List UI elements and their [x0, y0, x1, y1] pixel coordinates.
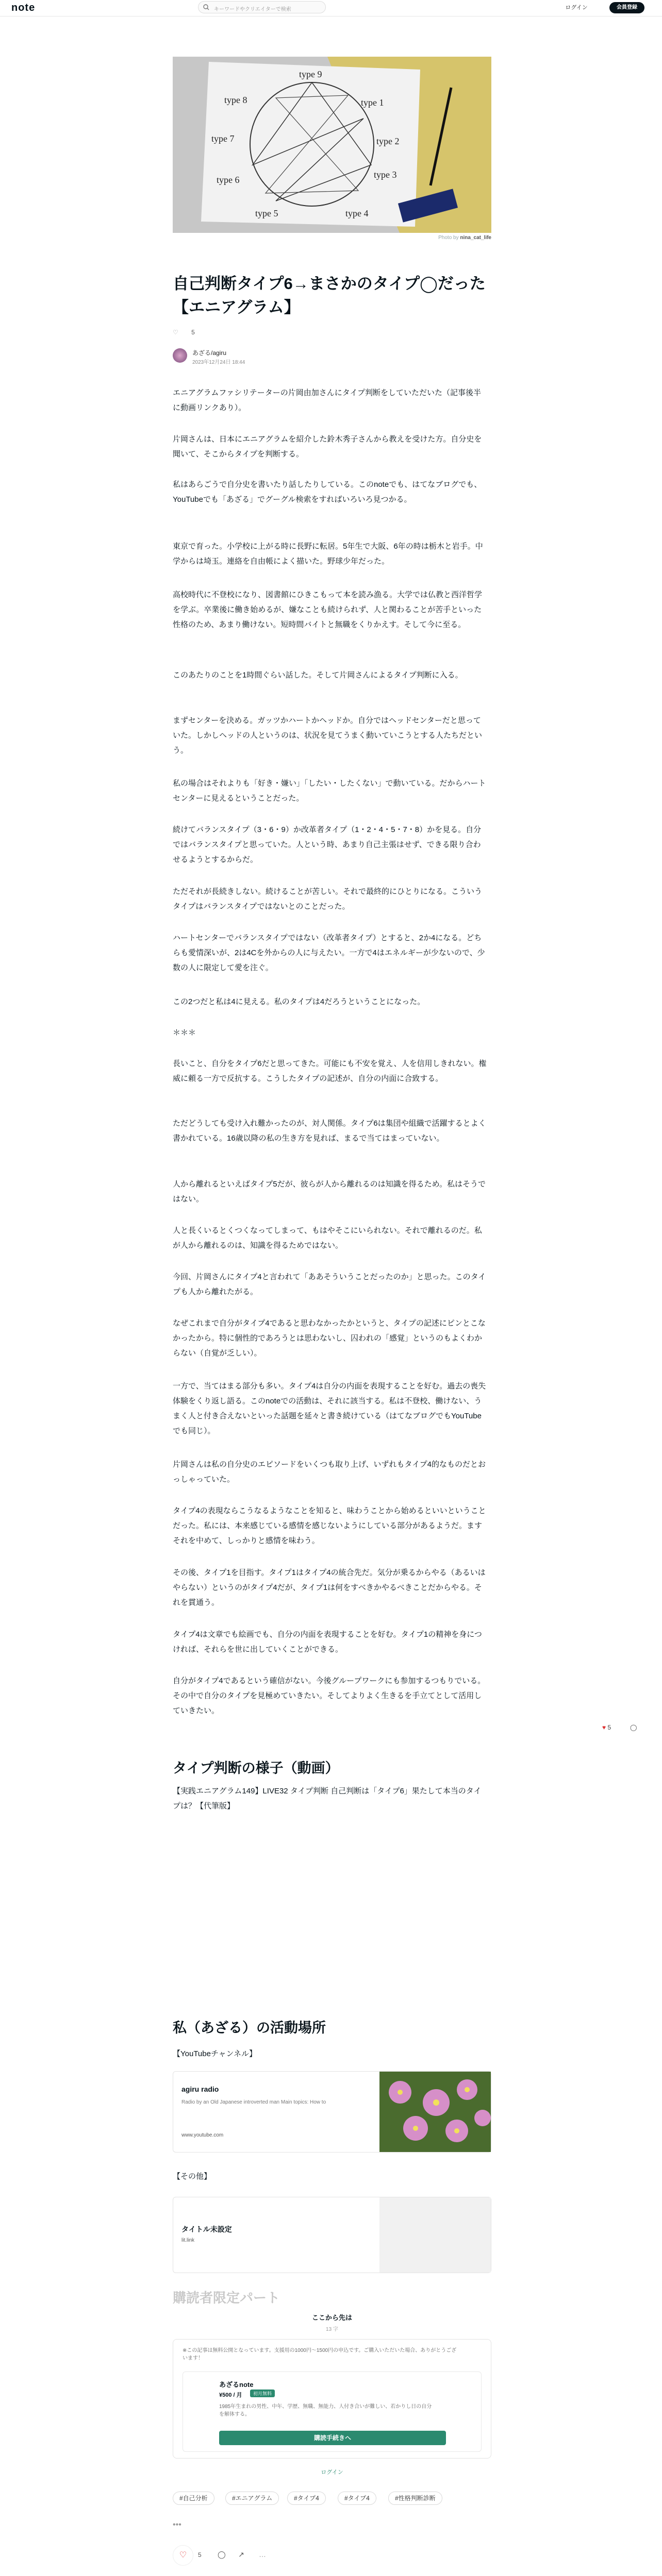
side-like-count: 5	[607, 1724, 611, 1731]
paragraph: 私の場合はそれよりも「好き・嫌い」「したい・したくない」で動いている。だからハートセンターに見えるということだった。	[173, 779, 486, 803]
paragraph: 高校時代に不登校になり、図書館にひきこもって本を読み漁る。大学では仏教と西洋哲学を学ぶ。卒業後に働き始めるが、嫌なことも続けられず、人と関わることが苦手といった性格のため、あまり働けない。短時間バイトと無職をくりかえす。そして今に至る。	[173, 590, 483, 629]
section-heading-video: タイプ判断の様子（動画）	[173, 1760, 339, 1776]
type-label: type 5	[255, 208, 278, 218]
paragraph: 続けてバランスタイプ（3・6・9）か改革者タイプ（1・2・4・5・7・8）かを見る。自分ではバランスタイプと思っていた。人という時、あまり自己主張はせず、できる限り合わせるようとするからだ。	[173, 825, 482, 864]
other-label: 【その他】	[173, 2172, 212, 2181]
hashtag[interactable]: #タイプ4	[338, 2492, 376, 2505]
share-icon[interactable]: ↗	[238, 2550, 244, 2558]
more-icon[interactable]: …	[259, 2550, 266, 2558]
author-name[interactable]: あざる/agiru	[192, 349, 227, 357]
note-logo[interactable]: note	[11, 2, 36, 13]
paragraph: 自分がタイプ4であるという確信がない。今後グループワークにも参加するつもりでいる。その中で自分のタイプを見極めていきたい。そしてよりよく生きるを手立てとして活用していきたい。	[173, 1676, 486, 1715]
paragraph: その後、タイプ1を目指す。タイプ1はタイプ4の統合先だ。気分が乗るからやる（あるいはやらない）というのがタイプ4だが、タイプ1は何をすべきかやるべきことだからやる。それを貫通う。	[173, 1568, 486, 1607]
heart-icon: ♥	[602, 1724, 606, 1731]
magazine-price: ¥500 / 月	[219, 2392, 242, 2398]
card-domain: www.youtube.com	[181, 2132, 224, 2138]
paragraph: ただどうしても受け入れ難かったのが、対人関係。タイプ6は集団や組織で活躍するとよく書かれている。16歳以降の私の生き方を見れば、まるで当てはまっていない。	[173, 1119, 486, 1143]
paragraph: ただそれが長続きしない。続けることが苦しい。それで最終的にひとりになる。こういうタイプはバランスタイプではないとのことだった。	[173, 887, 483, 911]
comment-icon[interactable]: ◯	[218, 2550, 226, 2558]
credit-user[interactable]: nina_cat_life	[460, 235, 491, 241]
paragraph: 今回、片岡さんにタイプ4と言われて「ああそういうことだったのか」と思った。このタイプも人から離れたがる。	[173, 1273, 486, 1296]
enneagram-photo	[173, 57, 491, 233]
side-like-button[interactable]	[602, 1724, 611, 1731]
hashtag[interactable]: #タイプ4	[287, 2492, 326, 2505]
paragraph: ハートセンターでバランスタイプではない（改革者タイプ）とすると、2か4になる。どちらも愛情深いが、2は4Cを外からの人に与えたい。一方で4はエネルギーが少ないので、少数の人に限定して愛を注ぐ。	[173, 934, 485, 972]
like-button[interactable]	[173, 2545, 193, 2566]
type-label: type 9	[299, 69, 322, 79]
paywall-box	[173, 2339, 491, 2459]
paywall-heading: ここから先は	[311, 2314, 352, 2321]
youtube-label: 【YouTubeチャンネル】	[173, 2049, 257, 2058]
card-title: タイトル未設定	[181, 2225, 232, 2233]
paragraph: タイプ4は文章でも絵画でも、自分の内面を表現することを好む。タイプ1の精神を身につければ、それらを世に出していくことができる。	[173, 1630, 482, 1654]
top-header	[0, 0, 662, 16]
hashtag[interactable]: #エニアグラム	[225, 2492, 279, 2505]
type-label: type 6	[217, 175, 240, 185]
login-button[interactable]: ログイン	[565, 5, 588, 11]
paragraph: 私はあらごうで自分史を書いたり話したりしている。このnoteでも、はてなブログでも、YouTubeでも「あざる」でグーグル検索をすればいろいろ見つかる。	[173, 480, 482, 504]
comment-icon: ◯	[630, 1724, 637, 1731]
type-label: type 4	[345, 208, 369, 218]
section-heading-activity: 私（あざる）の活動場所	[173, 2020, 326, 2036]
avatar[interactable]	[173, 348, 187, 363]
paragraph: エニアグラムファシリテーターの片岡由加さんにタイプ判断をしていただいた（記事後半に動画リンクあり）。	[173, 388, 482, 412]
members-only-heading: 購読者限定パート	[173, 2290, 280, 2306]
photo-credit	[173, 235, 491, 241]
paragraph: 片岡さんは、日本にエニアグラムを紹介した鈴木秀子さんから教えを受けた方。自分史を聞いて、そこからタイプを判断する。	[173, 435, 482, 459]
card-thumbnail	[379, 2197, 491, 2273]
video-embed[interactable]	[173, 1819, 491, 1999]
paragraph: 人と長くいるとくつくなってしまって、もはやそこにいられない。それで離れるのだ。私が人から離れるのは、知識を得るためではない。	[173, 1226, 482, 1250]
youtube-link-card[interactable]	[173, 2071, 491, 2153]
paragraph: 東京で育った。小学校に上がる時に長野に転居。5年生で大阪、6年の時は栃木と岩手。中学からは埼玉。連絡を自由帳によく描いた。野球少年だった。	[173, 542, 483, 566]
other-link-card[interactable]	[173, 2197, 491, 2273]
post-date: 2023年12月24日 18:44	[192, 360, 245, 365]
paragraph: まずセンターを決める。ガッツかハートかヘッドか。自分ではヘッドセンターだと思っていた。しかしヘッドの人というのは、状況を見てうまく動いていこうとする人たちだという。	[173, 716, 483, 755]
article-title: 自己判断タイプ6→まさかのタイプ◯だった【エニアグラム】	[173, 275, 486, 316]
paragraph: この2つだと私は4に見える。私のタイプは4だろうということになった。	[173, 997, 425, 1006]
hashtag[interactable]: #性格判断診断	[388, 2492, 442, 2505]
card-domain: lit.link	[181, 2238, 195, 2243]
type-label: type 7	[211, 133, 235, 144]
paragraph: 人から離れるといえばタイプ5だが、彼らが人から離れるのは知識を得るため。私はそうではない。	[173, 1180, 486, 1204]
paragraph: なぜこれまで自分がタイプ4であると思わなかったかというと、タイプの記述にピンとこなかったから。特に個性的であろうとは思わないし、囚われの「感覚」というのもよくわからない（自覚が乏しい）。	[173, 1319, 486, 1358]
paragraph: 長いこと、自分をタイプ6だと思ってきた。可能にも不安を覚え、人を信用しきれない。権威に頼る一方で反抗する。こうしたタイプの記述が、自分の内面に合致する。	[173, 1059, 487, 1083]
side-comment-button[interactable]	[630, 1724, 637, 1731]
heart-icon: ♡	[179, 2551, 187, 2560]
type-label: type 2	[376, 136, 400, 146]
magazine-desc: 1985年生まれの男性、中年、学歴、無職、無能力、人付き合いが難しい、若かりし日の自分を解体する。	[219, 2404, 432, 2417]
magazine-card	[183, 2371, 482, 2452]
paywall-count: 13 字	[326, 2327, 338, 2332]
search-box[interactable]	[198, 1, 326, 13]
paragraph: 片岡さんは私の自分史のエピソードをいくつも取り上げ、いずれもタイプ4的なものだとおっしゃっていた。	[173, 1460, 486, 1484]
search-placeholder: キーワードやクリエイターで検索	[214, 7, 291, 12]
card-desc: Radio by an Old Japanese introverted man Main topics: How to	[181, 2099, 326, 2105]
flowers-thumbnail	[379, 2072, 491, 2152]
paywall-notice: ※この記事は無料公開となっています。支援用の1000円〜1500円の申込です。ご購入いただいた場合、ありがとうございます！	[183, 2348, 457, 2361]
paragraph: このあたりのことを1時間ぐらい話した。そして片岡さんによるタイプ判断に入る。	[173, 671, 463, 680]
paragraph: 一方で、当てはまる部分も多い。タイプ4は自分の内面を表現することを好む。過去の喪失体験をくり返し語る。このnoteでの活動は、それに該当する。私は不登校、働けない、うまく人と付き合えないといった話題を延々と書き続けている（はてなブログでもYouTubeでも同じ）。	[173, 1382, 486, 1435]
type-label: type 1	[361, 97, 384, 108]
login-link[interactable]: ログイン	[321, 2469, 343, 2476]
footer-like-count: 5	[198, 2551, 202, 2558]
credit-prefix: Photo by	[438, 235, 460, 241]
more-menu-icon[interactable]: •••	[173, 2520, 181, 2529]
search-icon	[203, 4, 209, 10]
card-title: agiru radio	[181, 2085, 219, 2093]
hashtag[interactable]: #自己分析	[173, 2492, 214, 2505]
magazine-title: あざるnote	[219, 2381, 254, 2388]
subscribe-button[interactable]: 購読手続きへ	[219, 2431, 446, 2445]
paragraph: タイプ4の表現ならこうなるようなことを知ると、味わうことから始めるといいということだった。私には、本来感じている感情を感じないようにしている部分があるようだ。ますそれを中めて、しっかりと感情を味わう。	[173, 1506, 486, 1545]
signup-button[interactable]: 会員登録	[609, 2, 644, 13]
like-count: 5	[191, 329, 195, 336]
author-info[interactable]	[173, 347, 379, 368]
hero-image	[173, 57, 491, 233]
separator: ＊＊＊	[173, 1028, 196, 1037]
video-caption: 【実践エニアグラム149】LIVE32 タイプ判断 自己判断は「タイプ6」果たして本当のタイプは？【代筆版】	[173, 1787, 482, 1810]
title-like-row	[173, 329, 195, 336]
type-label: type 3	[374, 170, 397, 180]
free-badge: 初月無料	[250, 2389, 275, 2397]
type-label: type 8	[224, 95, 247, 105]
heart-icon[interactable]: ♡	[173, 329, 178, 336]
